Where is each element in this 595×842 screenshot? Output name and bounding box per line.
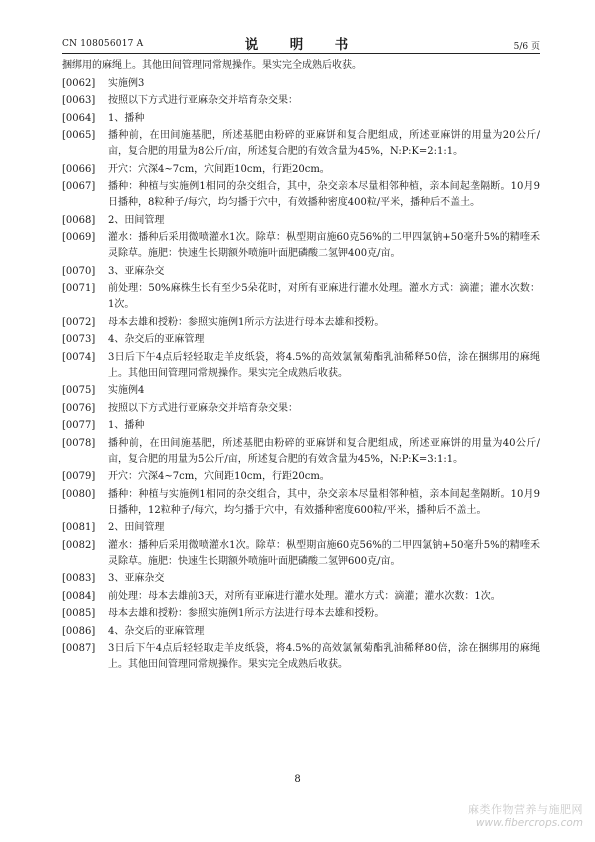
paragraph-number: [0080]	[62, 488, 96, 500]
paragraph	[62, 76, 540, 92]
paragraph-number: [0067]	[62, 181, 96, 192]
paragraph	[62, 93, 540, 109]
paragraph-text: 前处理：50%麻株生长有至少5朵花时，对所有亚麻进行灌水处理。灌水方式：滴灌；灌水次数：1次。	[108, 283, 540, 310]
paragraph-text: 3、亚麻杂交	[108, 573, 165, 584]
paragraph	[62, 264, 540, 280]
watermark-url: www.fibercrops.com	[475, 817, 583, 829]
paragraph	[62, 401, 540, 417]
paragraph-number: [0086]	[62, 625, 96, 637]
paragraph	[62, 213, 540, 229]
paragraph	[62, 111, 540, 127]
paragraph-text: 按照以下方式进行亚麻杂交并培育杂交果：	[108, 402, 298, 414]
document-body	[62, 58, 540, 675]
paragraph-number: [0069]	[62, 232, 96, 243]
paragraph-number: [0076]	[62, 402, 96, 414]
paragraph-number: [0082]	[62, 539, 96, 551]
paragraph	[62, 350, 540, 382]
paragraph-number: [0070]	[62, 265, 96, 277]
paragraph	[62, 469, 540, 485]
paragraph-number: [0075]	[62, 385, 96, 396]
paragraph-number: [0078]	[62, 437, 96, 449]
paragraph-text: 灌水：播种后采用微喷灌水1次。除草：枞型期亩施60克56%的二甲四氯钠+50毫升5%的精喹禾灵除草。施肥：快速生长期额外喷施叶面肥磷酸二氢钾600克/亩。	[108, 539, 540, 567]
paragraph-number: [0071]	[62, 283, 96, 294]
document-number: CN 108056017 A	[62, 39, 144, 49]
paragraph	[62, 538, 540, 570]
paragraph-text: 灌水：播种后采用微喷灌水1次。除草：枞型期亩施60克56%的二甲四氯钠+50毫升5%的精喹禾灵除草。施肥：快速生长期额外喷施叶面肥磷酸二氢钾400克/亩。	[108, 232, 540, 259]
paragraph	[62, 128, 540, 160]
paragraph-number: [0087]	[62, 643, 96, 654]
paragraph-number: [0074]	[62, 351, 96, 363]
page-header	[62, 33, 540, 54]
paragraph	[62, 179, 540, 211]
page-fraction: 5/6 页	[513, 42, 540, 52]
paragraph-text: 母本去雄和授粉：参照实施例1所示方法进行母本去雄和授粉。	[108, 316, 385, 328]
paragraph	[62, 332, 540, 348]
paragraph-number: [0064]	[62, 112, 96, 124]
paragraph-text: 开穴：穴深4~7cm，穴间距10cm，行距20cm。	[108, 163, 330, 175]
paragraph-number: [0084]	[62, 590, 96, 602]
paragraph-text: 1、播种	[108, 420, 145, 431]
paragraph-text: 按照以下方式进行亚麻杂交并培育杂交果：	[108, 95, 298, 106]
paragraph-list	[62, 76, 540, 674]
paragraph	[62, 606, 540, 622]
watermark-name: 麻类作物营养与施肥网	[468, 803, 583, 816]
paragraph	[62, 281, 540, 313]
paragraph-number: [0062]	[62, 77, 96, 89]
paragraph-text: 3、亚麻杂交	[108, 265, 165, 277]
paragraph-number: [0072]	[62, 316, 96, 328]
paragraph-text: 4、杂交后的亚麻管理	[108, 625, 205, 637]
continuation-text: 捆绑用的麻绳上。其他田间管理同常规操作。果实完全成熟后收获。	[62, 60, 362, 71]
paragraph-text: 母本去雄和授粉：参照实施例1所示方法进行母本去雄和授粉。	[108, 608, 385, 619]
paragraph	[62, 383, 540, 399]
paragraph	[62, 487, 540, 519]
paragraph	[62, 315, 540, 331]
paragraph-number: [0065]	[62, 130, 96, 141]
paragraph-number: [0068]	[62, 214, 96, 226]
watermark	[423, 803, 583, 830]
paragraph-text: 播种：种植与实施例1相同的杂交组合，其中，杂交亲本尽量相邻种植，亲本间起垄隔断。10月9日播种，12粒种子/每穴，均匀播于穴中，有效播种密度600粒/平米，播种后不盖土。	[108, 488, 540, 516]
paragraph	[62, 162, 540, 178]
paragraph-text: 3日后下午4点后轻轻取走羊皮纸袋，将4.5%的高效氯氰菊酯乳油稀释80倍，涂在捆绑用的麻绳上。其他田间管理同常规操作。果实完全成熟后收获。	[108, 643, 540, 670]
paragraph-text: 播种：种植与实施例1相同的杂交组合，其中，杂交亲本尽量相邻种植，亲本间起垄隔断。10月9日播种，8粒种子/每穴，均匀播于穴中，有效播种密度400粒/平米，播种后不盖土。	[108, 181, 540, 208]
paragraph-number: [0063]	[62, 95, 96, 106]
paragraph-text: 2、田间管理	[108, 214, 165, 226]
paragraph	[62, 571, 540, 587]
paragraph-text: 4、杂交后的亚麻管理	[108, 334, 205, 345]
paragraph-text: 实施例4	[108, 385, 145, 396]
document-title: 说 明 书	[244, 37, 358, 53]
paragraph-number: [0073]	[62, 334, 96, 345]
paragraph	[62, 418, 540, 434]
paragraph	[62, 624, 540, 640]
paragraph-number: [0079]	[62, 471, 96, 482]
paragraph	[62, 230, 540, 262]
paragraph-text: 播种前，在田间施基肥，所述基肥由粉碎的亚麻饼和复合肥组成，所述亚麻饼的用量为40公斤/亩，复合肥的用量为5公斤/亩，所述复合肥的有效含量为45%，N:P:K=3:1:1。	[108, 437, 540, 465]
paragraph-text: 播种前，在田间施基肥，所述基肥由粉碎的亚麻饼和复合肥组成，所述亚麻饼的用量为20公斤/亩，复合肥的用量为8公斤/亩，所述复合肥的有效含量为45%，N:P:K=2:1:1。	[108, 130, 540, 157]
paragraph-text: 实施例3	[108, 77, 145, 89]
paragraph-number: [0066]	[62, 163, 96, 175]
paragraph-text: 2、田间管理	[108, 522, 165, 533]
paragraph	[62, 641, 540, 673]
paragraph	[62, 589, 540, 605]
paragraph	[62, 520, 540, 536]
paragraph-text: 3日后下午4点后轻轻取走羊皮纸袋，将4.5%的高效氯氰菊酯乳油稀释50倍，涂在捆绑用的麻绳上。其他田间管理同常规操作。果实完全成熟后收获。	[108, 351, 540, 379]
paragraph-text: 开穴：穴深4~7cm，穴间距10cm，行距20cm。	[108, 471, 330, 482]
paragraph-number: [0077]	[62, 420, 96, 431]
page-number: 8	[294, 774, 301, 785]
paragraph	[62, 436, 540, 468]
paragraph-text: 1、播种	[108, 112, 145, 124]
paragraph-number: [0081]	[62, 522, 96, 533]
paragraph-number: [0085]	[62, 608, 96, 619]
paragraph-number: [0083]	[62, 573, 96, 584]
paragraph-text: 前处理：母本去雄前3天，对所有亚麻进行灌水处理。灌水方式：滴灌；灌水次数：1次。	[108, 590, 501, 602]
